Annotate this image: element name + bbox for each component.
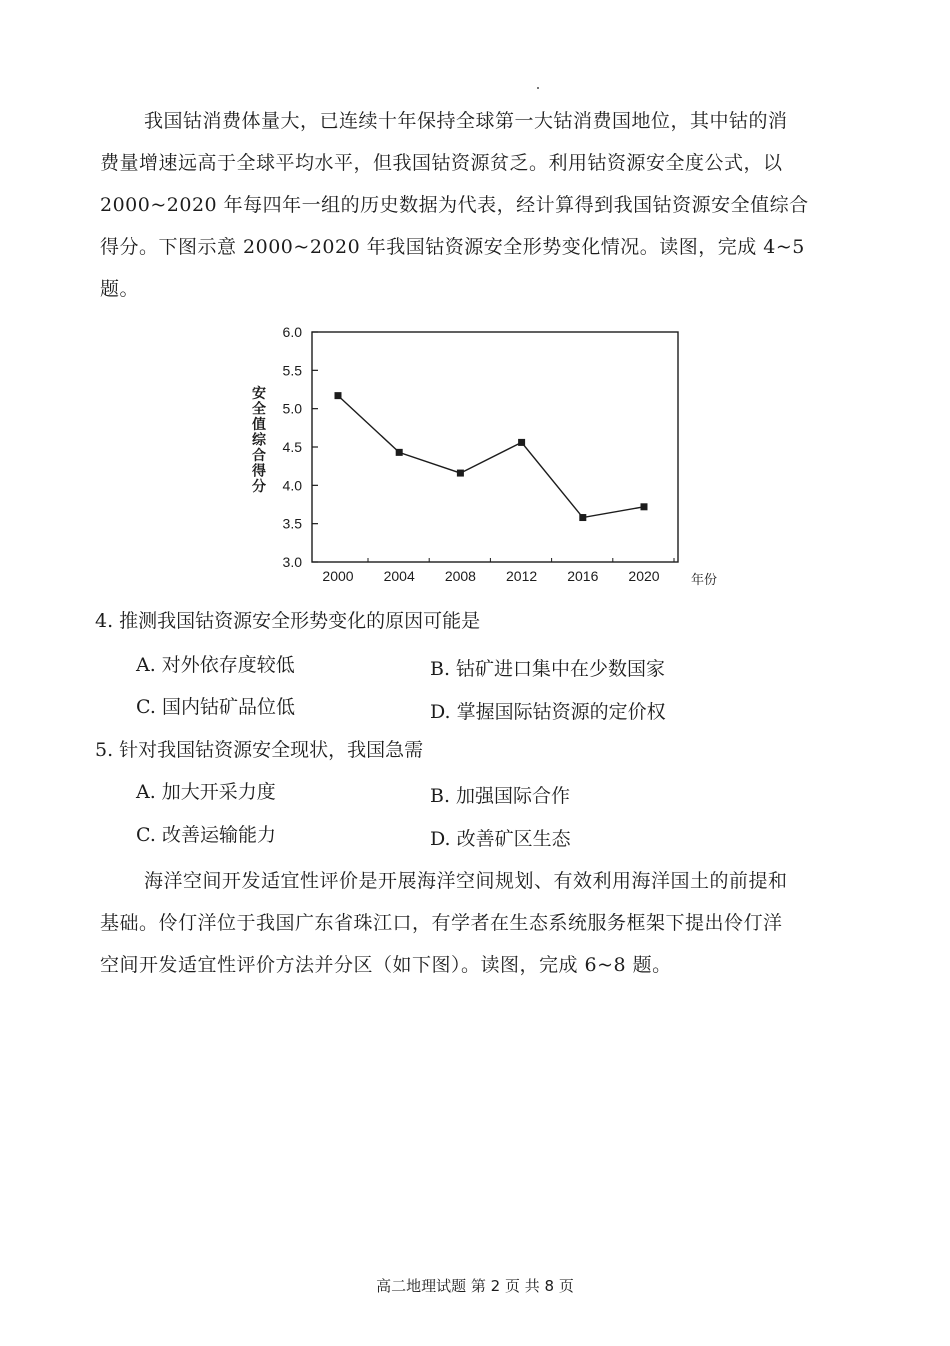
question-5-option-a: A. 加大开采力度 [136, 781, 276, 803]
x-axis-label: 年份 [690, 572, 718, 587]
data-point-marker [335, 392, 342, 399]
second-paragraph-line: 海洋空间开发适宜性评价是开展海洋空间规划、有效利用海洋国土的前提和 [144, 870, 788, 892]
question-4-option-b: B. 钴矿进口集中在少数国家 [430, 658, 666, 680]
question-4-option-c: C. 国内钴矿品位低 [136, 696, 295, 718]
y-tick-label: 5.0 [282, 400, 302, 417]
y-axis-label-char: 值 [252, 416, 266, 432]
intro-line: 得分。下图示意 2000~2020 年我国钴资源安全形势变化情况。读图，完成 4~5 [100, 236, 805, 258]
x-tick-label: 2008 [444, 568, 476, 584]
x-tick-label: 2020 [628, 568, 660, 584]
cobalt-security-line-chart [240, 318, 730, 598]
y-axis-label-char: 分 [252, 478, 266, 494]
plot-frame [312, 332, 678, 562]
data-point-marker [457, 470, 464, 477]
y-tick-label: 3.0 [282, 554, 302, 570]
second-paragraph-line: 空间开发适宜性评价方法并分区（如下图）。读图，完成 6~8 题。 [100, 954, 672, 976]
x-tick-label: 2016 [567, 568, 599, 584]
y-axis-label-char: 综 [252, 431, 266, 448]
x-tick-label: 2004 [383, 568, 415, 584]
y-axis-label-char: 得 [252, 462, 266, 479]
question-4-option-a: A. 对外依存度较低 [136, 654, 295, 676]
y-axis-label-char: 全 [252, 400, 266, 417]
y-axis-label-char: 安 [252, 385, 266, 401]
question-5-option-d: D. 改善矿区生态 [430, 828, 571, 850]
intro-line: 费量增速远高于全球平均水平，但我国钴资源贫乏。利用钴资源安全度公式，以 [100, 152, 783, 174]
x-tick-label: 2012 [506, 568, 538, 584]
intro-line: 题。 [100, 278, 140, 300]
question-5-stem: 5. 针对我国钴资源安全现状，我国急需 [95, 739, 424, 761]
data-point-marker [518, 439, 525, 446]
second-paragraph-line: 基础。伶仃洋位于我国广东省珠江口，有学者在生态系统服务框架下提出伶仃洋 [100, 912, 783, 934]
second-paragraph [100, 860, 870, 986]
page-footer: 高二地理试题 第 2 页 共 8 页 [376, 1277, 574, 1295]
intro-line: 2000~2020 年每四年一组的历史数据为代表，经计算得到我国钴资源安全值综合 [100, 194, 809, 216]
data-point-marker [396, 449, 403, 456]
y-tick-label: 4.0 [282, 477, 302, 494]
question-4-stem: 4. 推测我国钴资源安全形势变化的原因可能是 [95, 610, 481, 632]
y-tick-label: 6.0 [282, 324, 302, 340]
question-5-option-c: C. 改善运输能力 [136, 824, 276, 846]
x-tick-label: 2000 [322, 568, 354, 584]
y-tick-label: 3.5 [282, 515, 302, 532]
y-tick-label: 4.5 [282, 439, 302, 455]
y-axis-label-char: 合 [252, 447, 266, 463]
intro-paragraph [100, 100, 870, 310]
series-line [338, 396, 644, 518]
data-point-marker [579, 514, 586, 521]
intro-line: 我国钴消费体量大，已连续十年保持全球第一大钴消费国地位，其中钴的消 [144, 110, 788, 132]
question-4-option-d: D. 掌握国际钴资源的定价权 [430, 701, 666, 723]
data-point-marker [641, 503, 648, 510]
question-5-option-b: B. 加强国际合作 [430, 785, 571, 807]
scan-speck [537, 87, 539, 89]
y-tick-label: 5.5 [282, 362, 302, 379]
